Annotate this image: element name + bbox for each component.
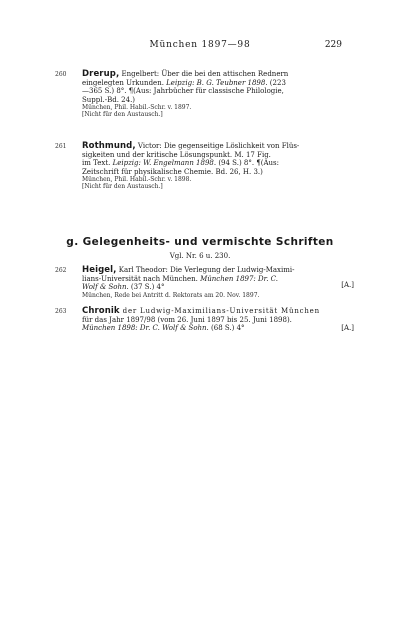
entry-imprint: Leipzig: W. Engelmann 1898.: [112, 159, 217, 168]
entry-author: Drerup,: [82, 69, 120, 79]
entry-number: 263: [55, 308, 67, 315]
entry-imprint: München 1897: Dr. C.: [200, 274, 278, 283]
bibliography-entry-263: [55, 306, 354, 333]
entry-note: [Nicht für den Austausch.]: [82, 111, 163, 119]
entry-title-text: Engelbert: Über die bei den attischen Rednern: [119, 70, 289, 78]
entry-title-text: sigkeiten und der kritische Lösungspunkt. M. 17 Fig.: [82, 150, 271, 159]
entry-imprint: Wolf & Sohn.: [82, 283, 129, 292]
entry-number: 262: [55, 267, 67, 274]
entry-title-text: der Ludwig-Maximilians-Universität München: [119, 307, 320, 315]
entry-note: München, Rede bei Antritt d. Rektorats am 20. Nov. 1897.: [82, 291, 260, 299]
page-number: 229: [324, 40, 342, 50]
entry-note: [Nicht für den Austausch.]: [82, 183, 163, 191]
entry-title-text: eingelegten Urkunden.: [82, 78, 167, 87]
entry-note: München, Phil. Habil.-Schr. v. 1897.: [82, 104, 192, 112]
entry-title-text: im Text.: [82, 159, 113, 168]
entry-bracket-tag: [A.]: [341, 281, 354, 290]
bibliography-entry-262: [55, 265, 354, 299]
entry-title-text: Karl Theodor: Die Verlegung der Ludwig-Maximi-: [116, 266, 295, 274]
entry-number: 261: [55, 143, 67, 150]
entry-title-text: lians-Universität nach München.: [82, 274, 201, 283]
entry-series: Suppl.-Bd. 24.): [82, 95, 136, 104]
section-reference: Vgl. Nr. 6 u. 230.: [169, 252, 231, 260]
entry-imprint: Leipzig: B. G. Teubner 1898.: [166, 78, 268, 87]
entry-collation: (68 S.) 4°: [208, 324, 245, 333]
entry-bracket-tag: [A.]: [341, 324, 354, 333]
entry-imprint: München 1898: Dr. C. Wolf & Sohn.: [82, 324, 209, 333]
entry-collation: —365 S.) 8°. ¶(Aus: Jahrbücher für classische Philologie,: [82, 87, 284, 96]
entry-series: Zeitschrift für physikalische Chemie. Bd. 26, H. 3.): [82, 167, 263, 176]
bibliography-entry-260: [55, 69, 340, 119]
entry-collation: (223: [267, 78, 286, 87]
bibliography-entry-261: [55, 141, 340, 191]
running-title: München 1897—98: [149, 40, 251, 50]
entry-collation: (37 S.) 4°: [128, 283, 165, 292]
entry-number: 260: [55, 71, 67, 78]
entry-author: Rothmund,: [82, 141, 136, 151]
entry-collation: (94 S.) 8°. ¶(Aus:: [216, 159, 280, 168]
entry-title-text: Victor: Die gegenseitige Löslichkeit von Flüs-: [135, 142, 300, 150]
entry-note: München, Phil. Habil.-Schr. v. 1898.: [82, 176, 192, 184]
running-head: [0, 40, 400, 54]
section-heading: g. Gelegenheits- und vermischte Schriften: [66, 236, 334, 248]
entry-author: Heigel,: [82, 265, 117, 275]
entry-title-text: für das Jahr 1897/98 (vom 26. Juni 1897 bis 25. Juni 1898).: [82, 315, 292, 324]
entry-author: Chronik: [82, 306, 120, 316]
